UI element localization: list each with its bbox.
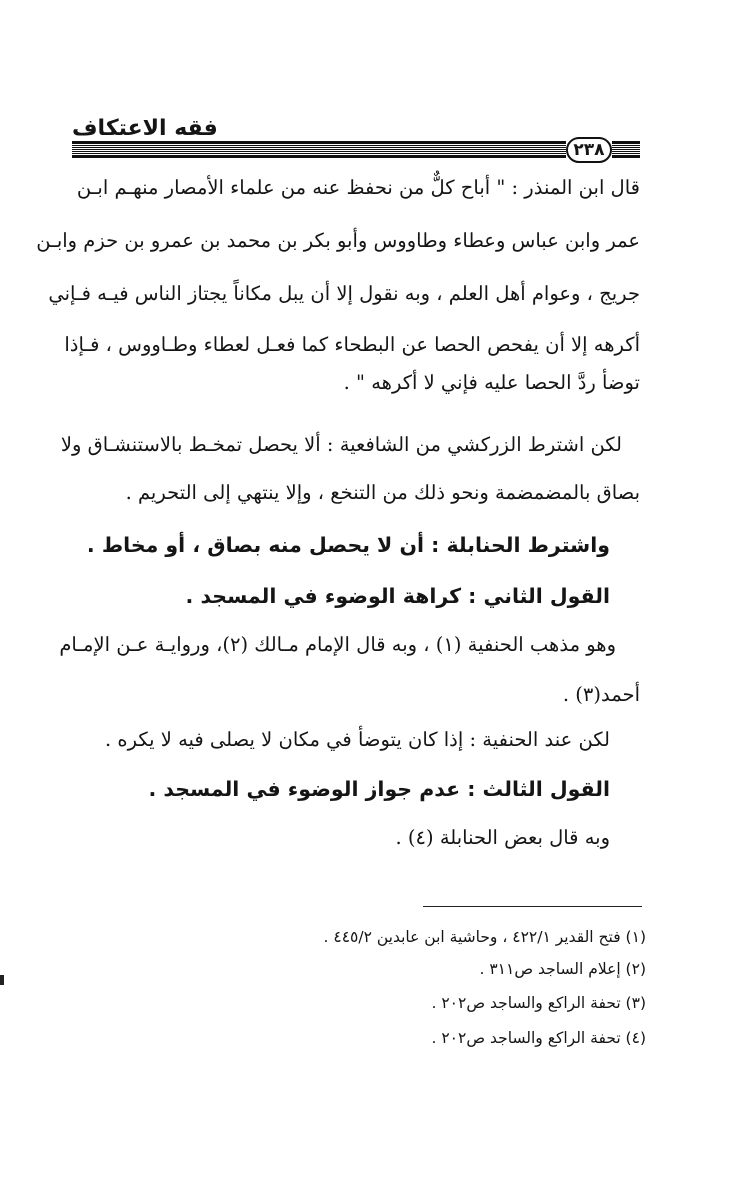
- text-line: بصاق بالمضمضمة ونحو ذلك من التنخع ، وإلا ينتهي إلى التحريم .: [125, 481, 640, 504]
- text-line: وهو مذهب الحنفية (١) ، وبه قال الإمام مـالك (٢)، وروايـة عـن الإمـام: [59, 633, 616, 656]
- page-number: ٢٣٨: [566, 137, 612, 163]
- footnote: (١) فتح القدير ٤٢٢/١ ، وحاشية ابن عابدين ٤٤٥/٢ .: [323, 928, 646, 946]
- text-line: توضأ ردَّ الحصا عليه فإني لا أكرهه " .: [343, 371, 640, 394]
- text-line: عمر وابن عباس وعطاء وطاووس وأبو بكر بن محمد بن عمرو بن حزم وابـن: [36, 229, 640, 252]
- running-title: فقه الاعتكاف: [72, 116, 218, 141]
- text-line: جريج ، وعوام أهل العلم ، وبه نقول إلا أن يبل مكاناً يجتاز الناس فيـه فـإني: [48, 282, 640, 305]
- header-rule: [72, 141, 566, 158]
- header-rule-right: [612, 141, 640, 158]
- footnote: (٤) تحفة الراكع والساجد ص٢٠٢ .: [431, 1029, 646, 1047]
- scan-mark: [0, 975, 4, 985]
- section-heading: القول الثالث : عدم جواز الوضوء في المسجد .: [148, 777, 610, 801]
- text-line: لكن عند الحنفية : إذا كان يتوضأ في مكان لا يصلى فيه لا يكره .: [104, 728, 610, 751]
- text-line-bold: واشترط الحنابلة : أن لا يحصل منه بصاق ، أو مخاط .: [86, 533, 610, 557]
- text-line: قال ابن المنذر : " أباح كلٌّ من نحفظ عنه من علماء الأمصار منهـم ابـن: [76, 176, 640, 199]
- text-line: لكن اشترط الزركشي من الشافعية : ألا يحصل تمخـط بالاستنشـاق ولا: [60, 433, 622, 456]
- footnote-separator: [423, 906, 642, 907]
- text-line: وبه قال بعض الحنابلة (٤) .: [395, 826, 610, 849]
- section-heading: القول الثاني : كراهة الوضوء في المسجد .: [185, 584, 610, 608]
- footnote: (٢) إعلام الساجد ص٣١١ .: [479, 960, 646, 978]
- text-line: أحمد(٣) .: [562, 683, 640, 706]
- text-line: أكرهه إلا أن يفحص الحصا عن البطحاء كما فعـل لعطاء وطـاووس ، فـإذا: [64, 333, 640, 356]
- footnote: (٣) تحفة الراكع والساجد ص٢٠٢ .: [431, 994, 646, 1012]
